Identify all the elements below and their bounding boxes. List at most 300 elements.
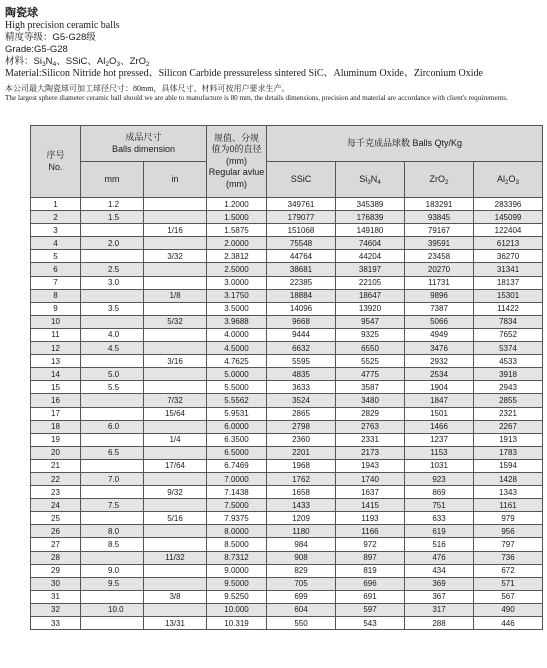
table-row [31,590,543,603]
cell-al2o3: 446 [474,617,543,630]
cell-si3n4: 44204 [336,250,405,263]
cell-regular: 9.0000 [207,564,267,577]
cell-al2o3: 1913 [474,433,543,446]
cell-al2o3: 18137 [474,276,543,289]
table-row [31,420,543,433]
cell-no: 29 [31,564,81,577]
cell-in: 7/32 [144,394,207,407]
cell-ssic: 151068 [267,224,336,237]
cell-zro2: 1904 [405,381,474,394]
cell-no: 1 [31,198,81,211]
table-row [31,342,543,355]
cell-ssic: 3633 [267,381,336,394]
cell-al2o3: 145099 [474,211,543,224]
cell-no: 12 [31,342,81,355]
cell-no: 30 [31,577,81,590]
table-row [31,459,543,472]
table-row [31,472,543,485]
cell-regular: 3.1750 [207,289,267,302]
cell-mm [81,250,144,263]
header-qty: 每千克成品球数 Balls Qty/Kg [267,126,543,162]
cell-zro2: 20270 [405,263,474,276]
cell-mm [81,590,144,603]
cell-mm: 4.5 [81,342,144,355]
cell-ssic: 5595 [267,355,336,368]
cell-regular: 10.000 [207,603,267,616]
header-dim-en: Balls dimension [111,143,176,154]
cell-zro2: 79167 [405,224,474,237]
cell-mm: 5.0 [81,368,144,381]
cell-si3n4: 2829 [336,407,405,420]
cell-regular: 3.9688 [207,315,267,328]
table-row [31,211,543,224]
cell-zro2: 476 [405,551,474,564]
cell-mm: 7.5 [81,499,144,512]
cell-ssic: 18884 [267,289,336,302]
table-row [31,564,543,577]
material-cn: 材料：$Si_3N_4$、SSiC、$Al_2O_3$、ZrO$_2$ [5,56,150,68]
cell-in: 1/8 [144,289,207,302]
cell-no: 2 [31,211,81,224]
cell-in: 15/64 [144,407,207,420]
cell-regular: 1.5000 [207,211,267,224]
cell-ssic: 908 [267,551,336,564]
cell-si3n4: 74604 [336,237,405,250]
cell-mm: 4.0 [81,328,144,341]
cell-in [144,538,207,551]
cell-si3n4: 345389 [336,198,405,211]
cell-si3n4: 4775 [336,368,405,381]
cell-ssic: 2798 [267,420,336,433]
cell-regular: 4.0000 [207,328,267,341]
cell-zro2: 633 [405,512,474,525]
cell-zro2: 923 [405,472,474,485]
cell-si3n4: 9325 [336,328,405,341]
cell-si3n4: 3480 [336,394,405,407]
cell-mm: 10.0 [81,603,144,616]
cell-al2o3: 283396 [474,198,543,211]
cell-ssic: 44764 [267,250,336,263]
cell-zro2: 369 [405,577,474,590]
cell-ssic: 2201 [267,446,336,459]
note-en: The largest sphere diameter ceramic ball should we are able to manufacture is 80 mm, the details dimensions, precision and material are accordance with client's requirements. [5,94,508,102]
cell-mm: 8.5 [81,538,144,551]
cell-al2o3: 31341 [474,263,543,276]
cell-ssic: 2865 [267,407,336,420]
cell-regular: 6.5000 [207,446,267,459]
cell-al2o3: 122404 [474,224,543,237]
table-row [31,250,543,263]
cell-zro2: 869 [405,486,474,499]
cell-no: 11 [31,328,81,341]
cell-no: 8 [31,289,81,302]
table-row [31,407,543,420]
cell-regular: 2.0000 [207,237,267,250]
cell-no: 32 [31,603,81,616]
cell-no: 21 [31,459,81,472]
cell-regular: 1.2000 [207,198,267,211]
table-row [31,302,543,315]
cell-al2o3: 797 [474,538,543,551]
cell-in: 1/16 [144,224,207,237]
cell-al2o3: 2943 [474,381,543,394]
cell-zro2: 367 [405,590,474,603]
cell-si3n4: 543 [336,617,405,630]
cell-si3n4: 1637 [336,486,405,499]
table-row [31,525,543,538]
cell-no: 17 [31,407,81,420]
cell-mm [81,407,144,420]
cell-zro2: 619 [405,525,474,538]
cell-no: 7 [31,276,81,289]
cell-si3n4: 696 [336,577,405,590]
cell-ssic: 14096 [267,302,336,315]
table-row [31,237,543,250]
cell-in [144,237,207,250]
cell-no: 14 [31,368,81,381]
cell-regular: 8.5000 [207,538,267,551]
cell-in [144,564,207,577]
cell-mm [81,289,144,302]
cell-ssic: 550 [267,617,336,630]
cell-ssic: 1658 [267,486,336,499]
cell-no: 18 [31,420,81,433]
cell-mm: 7.0 [81,472,144,485]
table-row [31,551,543,564]
cell-si3n4: 819 [336,564,405,577]
cell-in: 1/4 [144,433,207,446]
title-cn: 陶瓷球 [5,6,38,19]
cell-si3n4: 1193 [336,512,405,525]
cell-mm [81,617,144,630]
cell-mm [81,433,144,446]
header-al2o3: $Al_2O_3$ [474,162,543,198]
table-row [31,446,543,459]
cell-no: 6 [31,263,81,276]
cell-si3n4: 2763 [336,420,405,433]
note-cn: 本公司最大陶瓷球可加工球径尺寸：80mm，具体尺寸、材料可按用户要求生产。 [5,84,290,93]
cell-al2o3: 1594 [474,459,543,472]
cell-in [144,368,207,381]
table-row [31,499,543,512]
cell-si3n4: 6550 [336,342,405,355]
cell-in [144,263,207,276]
cell-si3n4: 3587 [336,381,405,394]
cell-si3n4: 972 [336,538,405,551]
cell-in: 17/64 [144,459,207,472]
cell-in: 9/32 [144,486,207,499]
cell-zro2: 23458 [405,250,474,263]
cell-si3n4: 2173 [336,446,405,459]
cell-no: 3 [31,224,81,237]
cell-no: 5 [31,250,81,263]
cell-si3n4: 149180 [336,224,405,237]
cell-no: 26 [31,525,81,538]
cell-mm: 9.5 [81,577,144,590]
cell-zro2: 183291 [405,198,474,211]
cell-si3n4: 18647 [336,289,405,302]
cell-in [144,276,207,289]
cell-si3n4: 5525 [336,355,405,368]
header-mm: mm [81,162,144,198]
cell-zro2: 7387 [405,302,474,315]
cell-zro2: 288 [405,617,474,630]
cell-al2o3: 4533 [474,355,543,368]
cell-regular: 3.5000 [207,302,267,315]
cell-al2o3: 1161 [474,499,543,512]
table-row [31,394,543,407]
table-row [31,538,543,551]
cell-si3n4: 691 [336,590,405,603]
cell-zro2: 434 [405,564,474,577]
cell-zro2: 9896 [405,289,474,302]
cell-in [144,420,207,433]
cell-no: 13 [31,355,81,368]
table-row [31,381,543,394]
cell-zro2: 1237 [405,433,474,446]
cell-al2o3: 1428 [474,472,543,485]
cell-mm: 2.5 [81,263,144,276]
cell-al2o3: 7834 [474,315,543,328]
cell-no: 27 [31,538,81,551]
cell-al2o3: 979 [474,512,543,525]
cell-regular: 5.9531 [207,407,267,420]
cell-no: 33 [31,617,81,630]
table-row [31,577,543,590]
cell-zro2: 516 [405,538,474,551]
cell-in: 5/16 [144,512,207,525]
cell-in: 3/8 [144,590,207,603]
cell-mm: 6.5 [81,446,144,459]
cell-mm [81,486,144,499]
cell-regular: 5.0000 [207,368,267,381]
cell-in: 13/31 [144,617,207,630]
cell-in: 11/32 [144,551,207,564]
ceramic-balls-table [30,125,543,630]
cell-al2o3: 15301 [474,289,543,302]
table-row [31,328,543,341]
cell-al2o3: 571 [474,577,543,590]
cell-no: 15 [31,381,81,394]
cell-regular: 4.5000 [207,342,267,355]
header-in: in [144,162,207,198]
cell-ssic: 349761 [267,198,336,211]
cell-si3n4: 2331 [336,433,405,446]
cell-regular: 2.3812 [207,250,267,263]
cell-in [144,603,207,616]
cell-mm [81,315,144,328]
cell-si3n4: 13920 [336,302,405,315]
cell-regular: 6.0000 [207,420,267,433]
cell-al2o3: 736 [474,551,543,564]
cell-regular: 4.7625 [207,355,267,368]
cell-si3n4: 1166 [336,525,405,538]
cell-zro2: 751 [405,499,474,512]
cell-zro2: 4949 [405,328,474,341]
cell-ssic: 1433 [267,499,336,512]
header-si3n4: $Si_3N_4$ [336,162,405,198]
document-header [5,5,542,104]
cell-zro2: 2932 [405,355,474,368]
cell-mm [81,224,144,237]
cell-zro2: 317 [405,603,474,616]
cell-ssic: 6632 [267,342,336,355]
cell-in [144,198,207,211]
cell-in [144,499,207,512]
cell-mm [81,551,144,564]
cell-ssic: 699 [267,590,336,603]
cell-ssic: 1209 [267,512,336,525]
cell-in: 3/16 [144,355,207,368]
cell-regular: 8.0000 [207,525,267,538]
cell-in: 3/32 [144,250,207,263]
cell-si3n4: 1415 [336,499,405,512]
cell-zro2: 1847 [405,394,474,407]
cell-no: 24 [31,499,81,512]
cell-in: 5/32 [144,315,207,328]
cell-ssic: 75548 [267,237,336,250]
cell-zro2: 93845 [405,211,474,224]
table-row [31,486,543,499]
cell-no: 31 [31,590,81,603]
cell-in [144,328,207,341]
cell-regular: 1.5875 [207,224,267,237]
cell-ssic: 829 [267,564,336,577]
cell-mm [81,459,144,472]
cell-zro2: 1031 [405,459,474,472]
cell-al2o3: 3918 [474,368,543,381]
header-no: 序号 No. [31,126,81,198]
cell-mm: 6.0 [81,420,144,433]
cell-mm [81,512,144,525]
cell-regular: 3.0000 [207,276,267,289]
cell-ssic: 705 [267,577,336,590]
cell-al2o3: 956 [474,525,543,538]
cell-in [144,211,207,224]
cell-regular: 6.7469 [207,459,267,472]
cell-no: 20 [31,446,81,459]
cell-ssic: 2360 [267,433,336,446]
cell-al2o3: 5374 [474,342,543,355]
cell-mm: 3.5 [81,302,144,315]
cell-zro2: 2534 [405,368,474,381]
cell-no: 25 [31,512,81,525]
cell-ssic: 9668 [267,315,336,328]
cell-no: 16 [31,394,81,407]
cell-zro2: 39591 [405,237,474,250]
cell-zro2: 3476 [405,342,474,355]
cell-regular: 9.5250 [207,590,267,603]
table-row [31,224,543,237]
table-row [31,289,543,302]
cell-mm: 2.0 [81,237,144,250]
cell-regular: 7.0000 [207,472,267,485]
cell-al2o3: 36270 [474,250,543,263]
cell-regular: 7.1438 [207,486,267,499]
material-en: Material:Silicon Nitride hot pressed、Silicon Carbide pressureless sintered SiC、Aluminum Oxide、Zirconium Oxide [5,68,483,79]
cell-mm [81,355,144,368]
cell-in [144,302,207,315]
cell-no: 9 [31,302,81,315]
cell-no: 10 [31,315,81,328]
header-ssic: SSiC [267,162,336,198]
cell-si3n4: 38197 [336,263,405,276]
cell-al2o3: 1343 [474,486,543,499]
table-row [31,603,543,616]
cell-al2o3: 2267 [474,420,543,433]
table-row [31,198,543,211]
table-row [31,368,543,381]
cell-in [144,525,207,538]
cell-in [144,381,207,394]
cell-regular: 8.7312 [207,551,267,564]
table-row [31,355,543,368]
cell-al2o3: 2321 [474,407,543,420]
cell-ssic: 1968 [267,459,336,472]
cell-in [144,342,207,355]
cell-si3n4: 176839 [336,211,405,224]
header-zro2: ZrO$_2$ [405,162,474,198]
cell-ssic: 3524 [267,394,336,407]
cell-no: 28 [31,551,81,564]
cell-no: 4 [31,237,81,250]
grade-cn: 精度等级：G5-G28级 [5,32,96,43]
cell-si3n4: 597 [336,603,405,616]
table-row [31,315,543,328]
cell-mm: 8.0 [81,525,144,538]
cell-mm: 1.2 [81,198,144,211]
table-row [31,433,543,446]
cell-regular: 7.5000 [207,499,267,512]
cell-mm [81,394,144,407]
cell-si3n4: 22105 [336,276,405,289]
cell-zro2: 1501 [405,407,474,420]
cell-ssic: 1180 [267,525,336,538]
cell-zro2: 1153 [405,446,474,459]
cell-ssic: 1762 [267,472,336,485]
cell-regular: 2.5000 [207,263,267,276]
cell-al2o3: 1783 [474,446,543,459]
cell-regular: 5.5562 [207,394,267,407]
cell-al2o3: 567 [474,590,543,603]
cell-mm: 9.0 [81,564,144,577]
cell-in [144,446,207,459]
cell-al2o3: 11422 [474,302,543,315]
cell-si3n4: 9547 [336,315,405,328]
cell-al2o3: 61213 [474,237,543,250]
cell-ssic: 984 [267,538,336,551]
cell-si3n4: 1943 [336,459,405,472]
cell-regular: 7.9375 [207,512,267,525]
cell-mm: 3.0 [81,276,144,289]
cell-in [144,472,207,485]
cell-zro2: 1466 [405,420,474,433]
table-row [31,512,543,525]
cell-zro2: 11731 [405,276,474,289]
cell-ssic: 179077 [267,211,336,224]
cell-ssic: 22385 [267,276,336,289]
cell-regular: 9.5000 [207,577,267,590]
cell-al2o3: 672 [474,564,543,577]
cell-regular: 10.319 [207,617,267,630]
cell-regular: 6.3500 [207,433,267,446]
table-row [31,617,543,630]
cell-si3n4: 897 [336,551,405,564]
table-row [31,263,543,276]
cell-no: 19 [31,433,81,446]
cell-al2o3: 2855 [474,394,543,407]
cell-regular: 5.5000 [207,381,267,394]
